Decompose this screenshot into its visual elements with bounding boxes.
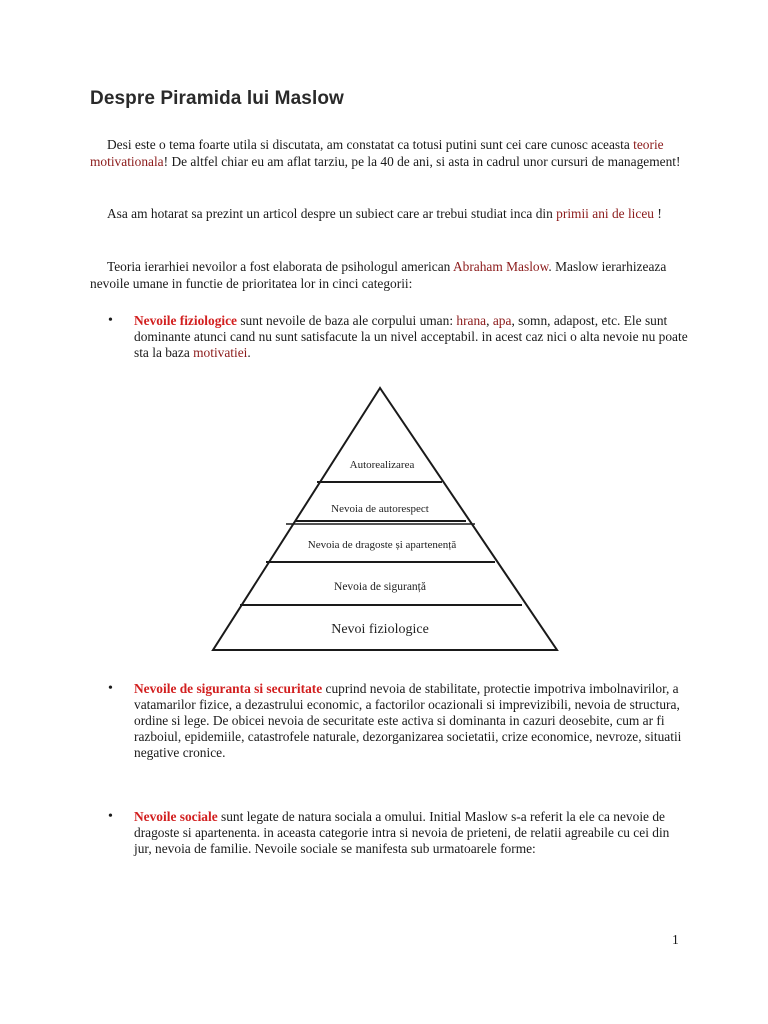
page-title: Despre Piramida lui Maslow	[90, 88, 344, 109]
term-nevoile-sociale: Nevoile sociale	[134, 809, 218, 824]
link-apa[interactable]: apa	[492, 313, 512, 328]
intro-paragraph: Desi este o tema foarte utila si discutata, am constatat ca totusi putini sunt cei care cunosc aceasta teorie motivationala! De altfel chiar eu am aflat tarziu, pe la 40 de ani, si asta in cadrul unor cursuri de management!	[90, 137, 681, 169]
third-paragraph: Teoria ierarhiei nevoilor a fost elaborata de psihologul american Abraham Maslow. Maslow ierarhizeaza nevoile umane in functie de prioritatea lor in cinci categorii:	[90, 259, 667, 291]
pyramid-level-label: Nevoia de autorespect	[331, 503, 429, 515]
pyramid-level-label: Nevoi fiziologice	[331, 622, 429, 637]
link-motivatiei[interactable]: motivatiei	[193, 345, 248, 360]
link-abraham-maslow[interactable]: Abraham Maslow	[452, 259, 549, 274]
list-item-nevoile-de-siguranta: • Nevoile de siguranta si securitate cuprind nevoia de stabilitate, protectie impotriva imbolnavirilor, a vatamarilor fizice, a dezastrului economic, a factorilor ocazionali si imprevizibili, nevoia de structura, ordine si lege. De obicei nevoia de securitate este activa si dominanta in cazuri deosebite, cum ar fi razboiul, epidemiile, catastrofele naturale, dezorganizarea societatii, crize economice, nevroze, situatii negative cronice.	[108, 681, 682, 760]
list-item-nevoile-fiziologice: • Nevoile fiziologice sunt nevoile de baza ale corpului uman: hrana, apa, somn, adapost, etc. Ele sunt dominante atunci cand nu sunt satisfacute la un nivel acceptabil. in acest caz nici o alta nevoie nu poate sta la baza motivatiei.	[108, 313, 688, 360]
link-primii-ani-de-liceu[interactable]: primii ani de liceu	[556, 206, 654, 221]
pyramid-level-label: Nevoia de dragoste și apartenență	[307, 539, 457, 551]
maslow-pyramid-diagram	[210, 384, 560, 654]
link-hrana[interactable]: hrana	[456, 313, 487, 328]
bullet-icon: •	[108, 681, 113, 696]
bullet-icon: •	[108, 313, 113, 328]
pyramid-level-label: Nevoia de siguranță	[334, 581, 426, 593]
link-teorie-motivationala[interactable]: teorie motivationala	[90, 137, 664, 169]
bullet-icon: •	[108, 809, 113, 824]
pyramid-outline	[213, 388, 557, 650]
list-item-nevoile-sociale: • Nevoile sociale sunt legate de natura sociala a omului. Initial Maslow s-a referit la ele ca nevoie de dragoste si apartenenta. in aceasta categorie intra si nevoia de prieteni, de relatii agreabile cu cei din jur, nevoia de familie. Nevoile sociale se manifesta sub urmatoarele forme:	[108, 809, 670, 856]
second-paragraph: Asa am hotarat sa prezint un articol despre un subiect care ar trebui studiat inca din primii ani de liceu !	[107, 206, 662, 221]
page-number: 1	[672, 932, 679, 947]
term-nevoile-de-siguranta: Nevoile de siguranta si securitate	[134, 681, 323, 696]
term-nevoile-fiziologice: Nevoile fiziologice	[134, 313, 237, 328]
pyramid-level-label: Autorealizarea	[349, 459, 415, 471]
